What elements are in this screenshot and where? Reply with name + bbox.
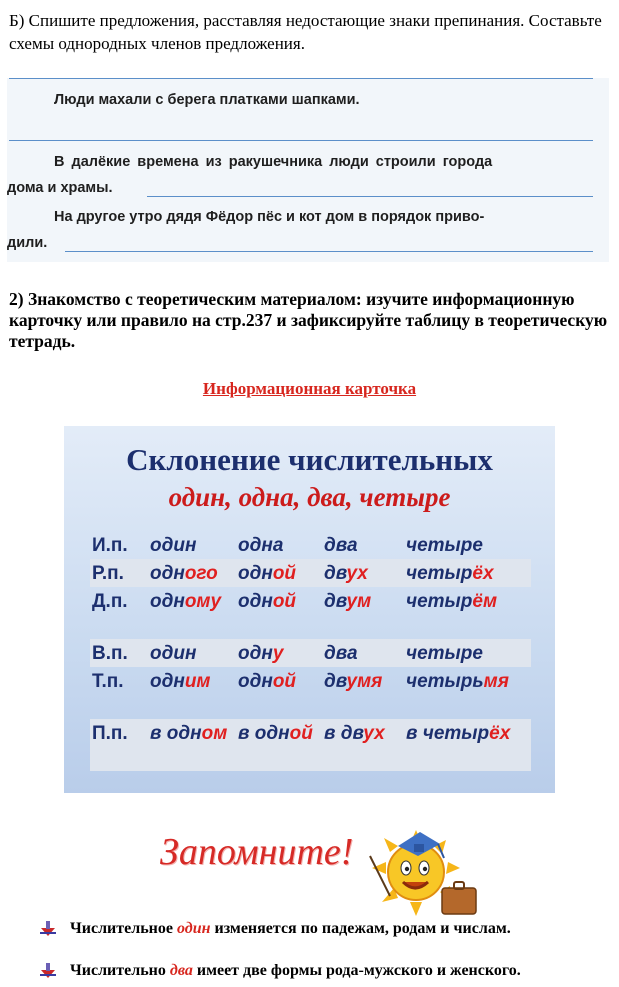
case-label: В.п. xyxy=(90,639,148,667)
word-ending: ом xyxy=(201,723,228,744)
word-form xyxy=(322,719,404,771)
word-form xyxy=(322,531,404,559)
exercise-textbook-scan xyxy=(7,78,609,262)
word-form xyxy=(236,587,322,639)
word-ending: ём xyxy=(472,591,497,612)
word-stem: один xyxy=(150,643,197,664)
rule-text: Числительное xyxy=(70,920,177,937)
word-stem: четыр xyxy=(406,563,473,584)
emphasized-numeral: один xyxy=(176,920,211,937)
case-label: Р.п. xyxy=(90,559,148,587)
word-form xyxy=(148,559,236,587)
word-stem: четыре xyxy=(406,643,483,664)
word-ending: ух xyxy=(363,723,385,744)
writing-line xyxy=(147,196,593,197)
case-label: Т.п. xyxy=(92,671,124,692)
word-stem: четыр xyxy=(406,591,473,612)
word-stem: дв xyxy=(324,591,347,612)
emphasized-numeral: два xyxy=(169,962,193,979)
word-stem: в четыр xyxy=(406,723,490,744)
case-label: И.п. xyxy=(92,535,128,556)
word-ending: ой xyxy=(272,671,297,692)
word-stem: одн xyxy=(238,563,273,584)
word-form xyxy=(236,531,322,559)
declension-row xyxy=(90,587,531,639)
word-stem: два xyxy=(324,535,358,556)
word-form xyxy=(148,639,236,667)
word-form xyxy=(148,667,236,719)
word-ending: ёх xyxy=(489,723,511,744)
info-card-heading: Информационная карточка xyxy=(202,379,417,398)
word-ending: ого xyxy=(184,563,218,584)
word-form xyxy=(322,667,404,719)
exercise-sentence-3-line-1: На другое утро дядя Фёдор пёс и кот дом в порядок приво- xyxy=(54,209,485,225)
exercise-sentence-1: Люди махали с берега платками шапками. xyxy=(54,92,360,108)
rule-text: имеет две формы рода-мужского и женского. xyxy=(192,962,521,979)
word-stem: один xyxy=(150,535,197,556)
word-ending: ум xyxy=(346,591,372,612)
declension-row xyxy=(90,559,531,587)
word-ending: ой xyxy=(272,563,297,584)
word-stem: два xyxy=(324,643,358,664)
remember-heading: Запомните! xyxy=(160,831,354,873)
word-stem: одн xyxy=(238,671,273,692)
declension-card xyxy=(64,426,555,793)
case-label: П.п. xyxy=(90,719,148,771)
declension-row xyxy=(90,719,531,771)
word-stem: дв xyxy=(324,563,347,584)
declension-row xyxy=(90,531,531,559)
word-stem: в одн xyxy=(238,723,290,744)
word-form xyxy=(404,531,531,559)
word-ending: мя xyxy=(483,671,509,692)
task-b-instructions: Б) Спишите предложения, расставляя недостающие знаки препинания. Составьте схемы однородных членов предложения. xyxy=(9,11,602,53)
word-stem: одна xyxy=(238,535,284,556)
word-form xyxy=(148,587,236,639)
word-stem: одн xyxy=(238,591,273,612)
word-form xyxy=(236,667,322,719)
word-stem: дв xyxy=(324,671,347,692)
word-stem: четырь xyxy=(406,671,484,692)
word-stem: одн xyxy=(150,671,185,692)
word-form xyxy=(404,667,531,719)
word-form xyxy=(404,719,531,771)
task-2-instructions: 2) Знакомство с теоретическим материалом: изучите информационную карточку или правило на стр.237 и зафиксируйте таблицу в теоретическую тетрадь. xyxy=(9,289,608,351)
word-form xyxy=(322,639,404,667)
word-form xyxy=(404,639,531,667)
word-stem: одн xyxy=(150,591,185,612)
card-title: Склонение числительных xyxy=(126,442,493,477)
exercise-sentence-2-line-2: дома и храмы. xyxy=(7,180,113,196)
word-form xyxy=(322,559,404,587)
word-form xyxy=(148,531,236,559)
writing-line xyxy=(9,140,593,141)
word-ending: ёх xyxy=(472,563,494,584)
word-form xyxy=(322,587,404,639)
word-form xyxy=(148,719,236,771)
case-label: Д.п. xyxy=(92,591,128,612)
arrow-down-bullet-icon xyxy=(40,921,56,942)
word-form xyxy=(236,639,322,667)
word-ending: у xyxy=(272,643,284,664)
word-ending: ой xyxy=(272,591,297,612)
word-ending: ой xyxy=(289,723,313,744)
rule-text: Числительно xyxy=(70,962,170,979)
exercise-sentence-3-line-2: дили. xyxy=(7,235,48,251)
word-form xyxy=(236,559,322,587)
exercise-sentence-2-line-1: В далёкие времена из ракушечника люди строили города xyxy=(54,154,493,170)
word-form xyxy=(404,559,531,587)
word-stem: в одн xyxy=(150,723,202,744)
word-ending: им xyxy=(184,671,211,692)
word-stem: одн xyxy=(238,643,273,664)
arrow-down-bullet-icon xyxy=(40,963,56,984)
word-form xyxy=(236,719,322,771)
declension-table xyxy=(90,531,531,771)
declension-row xyxy=(90,667,531,719)
word-ending: ух xyxy=(346,563,368,584)
writing-line xyxy=(9,78,593,79)
rule-text: изменяется по падежам, родам и числам. xyxy=(210,920,511,937)
word-stem: в дв xyxy=(324,723,364,744)
card-subtitle: один, одна, два, четыре xyxy=(168,482,451,512)
word-stem: четыре xyxy=(406,535,483,556)
writing-line xyxy=(65,251,593,252)
word-form xyxy=(404,587,531,639)
word-ending: умя xyxy=(346,671,383,692)
sun-mascot-icon xyxy=(368,822,488,922)
word-ending: ому xyxy=(184,591,222,612)
declension-row xyxy=(90,639,531,667)
word-stem: одн xyxy=(150,563,185,584)
